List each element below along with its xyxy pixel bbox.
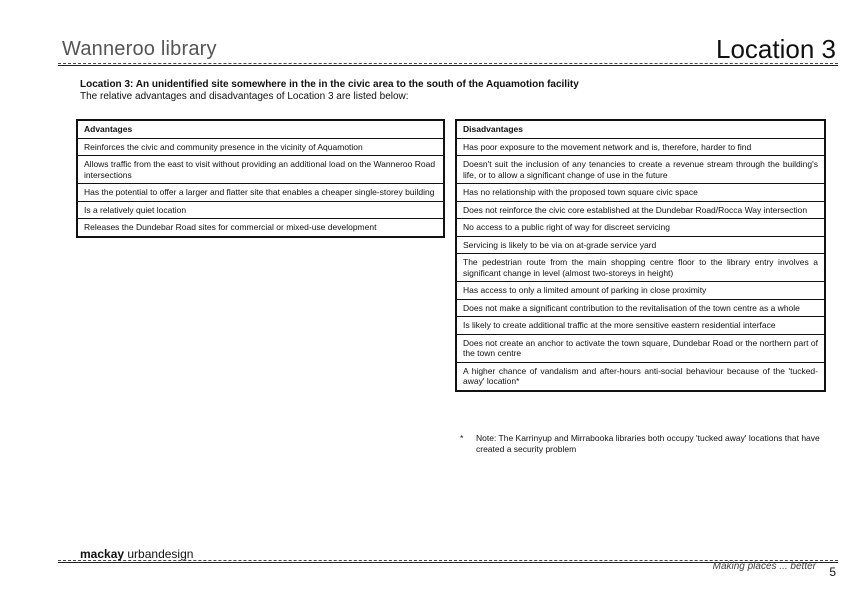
section-heading: Location 3: An unidentified site somewhere in the in the civic area to the south of the Aquamotion facility [80, 79, 579, 90]
advantage-row: Releases the Dundebar Road sites for commercial or mixed-use development [77, 219, 444, 237]
disadvantage-row: Is likely to create additional traffic at the more sensitive eastern residential interface [456, 317, 825, 335]
brand-bold: mackay [80, 547, 125, 561]
header-divider-line [58, 65, 838, 66]
disadvantage-row: Does not reinforce the civic core established at the Dundebar Road/Rocca Way intersection [456, 201, 825, 219]
location-title: Location 3 [716, 34, 836, 64]
advantages-table [76, 119, 445, 238]
section-subheading: The relative advantages and disadvantages of Location 3 are listed below: [80, 91, 409, 102]
advantage-row: Is a relatively quiet location [77, 201, 444, 219]
disadvantage-row: No access to a public right of way for discreet servicing [456, 219, 825, 237]
header-divider [58, 63, 838, 64]
advantage-row: Has the potential to offer a larger and flatter site that enables a cheaper single-storey building [77, 184, 444, 202]
disadvantage-row: The pedestrian route from the main shopping centre floor to the library entry involves a significant change in level (almost two-storeys in height) [456, 254, 825, 282]
disadvantage-row: Has access to only a limited amount of parking in close proximity [456, 282, 825, 300]
advantages-header: Advantages [77, 120, 444, 138]
disadvantage-row: Servicing is likely to be via on at-grade service yard [456, 236, 825, 254]
footnote-text: Note: The Karrinyup and Mirrabooka libraries both occupy 'tucked away' locations that have created a security problem [476, 433, 820, 454]
disadvantage-row: Has poor exposure to the movement network and is, therefore, harder to find [456, 138, 825, 156]
brand-rest: urbandesign [124, 547, 194, 561]
disadvantage-row: Does not make a significant contribution to the revitalisation of the town centre as a whole [456, 299, 825, 317]
disadvantage-row: Has no relationship with the proposed town square civic space [456, 184, 825, 202]
footnote-marker: * [460, 433, 464, 443]
brand-logo [80, 547, 193, 561]
disadvantage-row: A higher chance of vandalism and after-hours anti-social behaviour because of the 'tucked-away' location* [456, 362, 825, 391]
disadvantage-row: Does not create an anchor to activate the town square, Dundebar Road or the northern part of the town centre [456, 334, 825, 362]
disadvantages-header: Disadvantages [456, 120, 825, 138]
disadvantages-table [455, 119, 826, 392]
advantage-row: Reinforces the civic and community presence in the vicinity of Aquamotion [77, 138, 444, 156]
page-number: 5 [829, 565, 836, 579]
disadvantage-row: Doesn't suit the inclusion of any tenancies to create a revenue stream through the building's life, or to allow a significant change of use in the future [456, 156, 825, 184]
footer-tagline: Making places ... better [712, 561, 816, 572]
document-title: Wanneroo library [62, 38, 217, 60]
advantage-row: Allows traffic from the east to visit without providing an additional load on the Wanneroo Road intersections [77, 156, 444, 184]
